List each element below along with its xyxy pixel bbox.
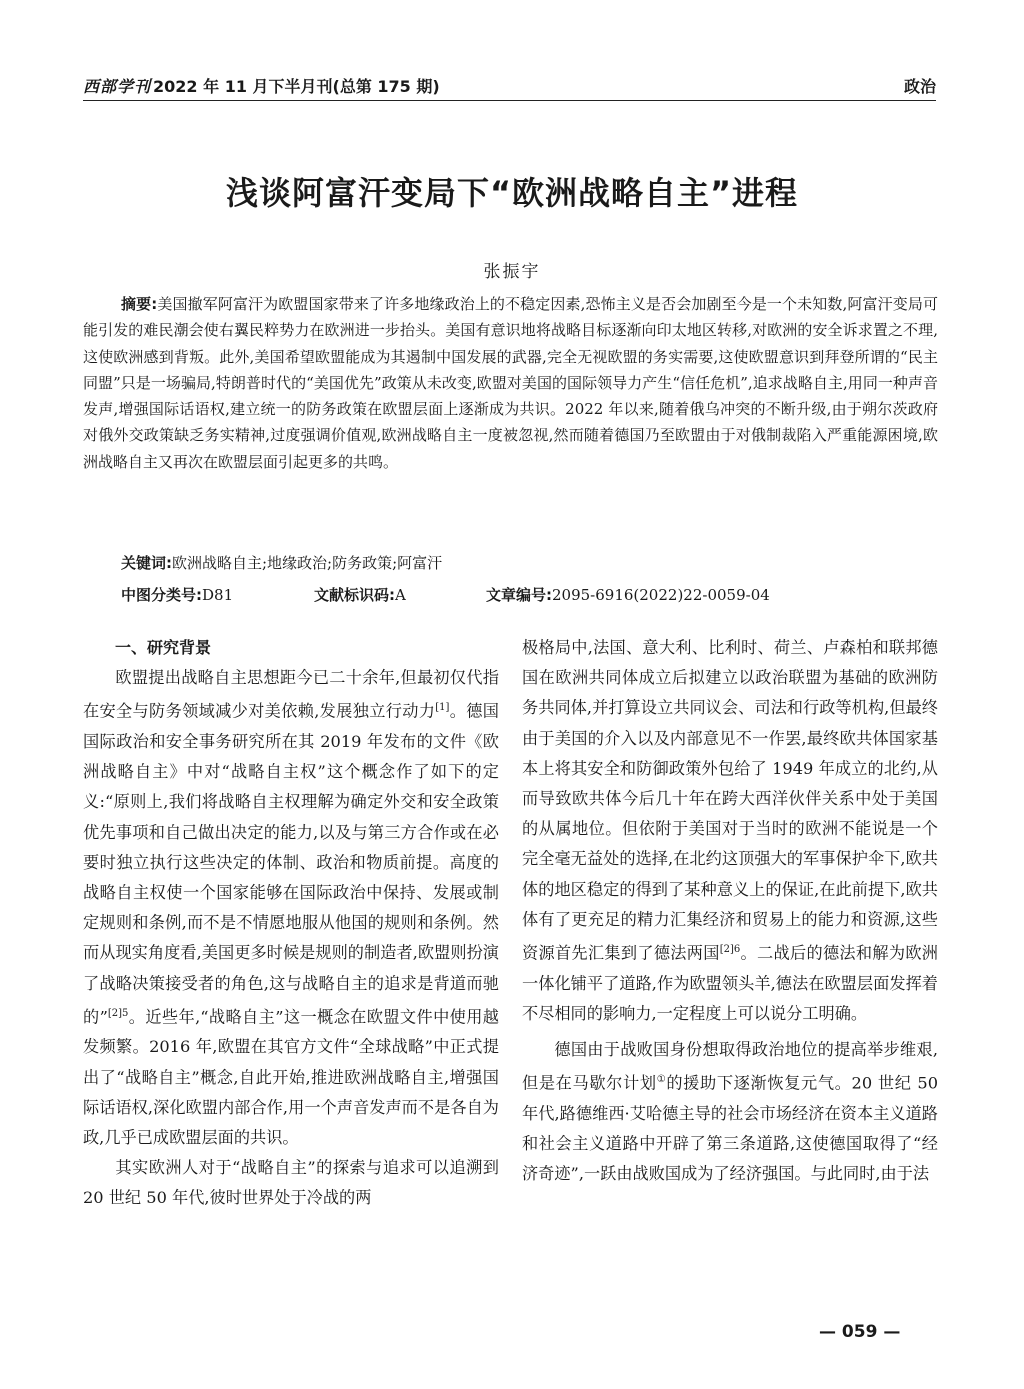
- journal-info: [83, 74, 440, 97]
- doc-value: A: [395, 586, 406, 604]
- page-number: — 059 —: [819, 1322, 901, 1342]
- doc-label: 文献标识码:: [314, 586, 395, 604]
- paragraph-text: 。近些年,“战略自主”这一概念在欧盟文件中使用越发频繁。2016 年,欧盟在其官方文件“全球战略”中正式提出了“战略自主”概念,自此开始,推进欧洲战略自主,增强国际话语权,深化欧盟内部合作,用一个声音发声而不是各自为政,几乎已成欧盟层面的共识。: [83, 1007, 499, 1148]
- paragraph: 其实欧洲人对于“战略自主”的探索与追求可以追溯到 20 世纪 50 年代,彼时世界处于冷战的两: [83, 1158, 499, 1208]
- abstract-text: 美国撤军阿富汗为欧盟国家带来了许多地缘政治上的不稳定因素,恐怖主义是否会加剧至今是一个未知数,阿富汗变局可能引发的难民潮会使右翼民粹势力在欧洲进一步抬头。美国有意识地将战略目标逐渐向印太地区转移,对欧洲的安全诉求置之不理,这使欧洲感到背叛。此外,美国希望欧盟能成为其遏制中国发展的武器,完全无视欧盟的务实需要,这使欧盟意识到拜登所谓的“民主同盟”只是一场骗局,特朗普时代的“美国优先”政策从未改变,欧盟对美国的国际领导力产生“信任危机”,追求战略自主,用同一种声音发声,增强国际话语权,建立统一的防务政策在欧盟层面上逐渐成为共识。2022 年以来,随着俄乌冲突的不断升级,由于朔尔茨政府对俄外交政策缺乏务实精神,过度强调价值观,欧洲战略自主一度被忽视,然而随着德国乃至欧盟由于对俄制裁陷入严重能源困境,欧洲战略自主又再次在欧盟层面引起更多的共鸣。: [83, 295, 938, 471]
- abstract-label: 摘要:: [121, 295, 158, 313]
- citation: [1]: [435, 702, 450, 714]
- citation: [2]6: [719, 944, 741, 956]
- paragraph-text: 的援助下逐渐恢复元气。20 世纪 50 年代,路德维西·艾哈德主导的社会市场经济在资本主义道路和社会主义道路中开辟了第三条道路,这使德国取得了“经济奇迹”,一跃由战败国成为了经济强国。与此同时,由于法: [522, 1073, 938, 1184]
- clc-code: [121, 584, 314, 605]
- clc-label: 中图分类号:: [121, 586, 202, 604]
- issue-info: 2022 年 11 月下半月刊(总第 175 期): [153, 77, 440, 96]
- right-column: [522, 633, 938, 1189]
- left-column: [83, 633, 499, 1214]
- author-name: 张振宇: [483, 262, 541, 282]
- keywords: [121, 552, 442, 573]
- clc-value: D81: [202, 586, 234, 604]
- header-rule: [83, 100, 936, 101]
- footnote-marker: ①: [656, 1074, 667, 1086]
- paragraph-text: 德国由于战败国身份想取得政治地位的提高举步维艰,但是在马歇尔计划: [522, 1040, 938, 1093]
- article-title: 浅谈阿富汗变局下“欧洲战略自主”进程: [225, 174, 799, 212]
- article-number: [486, 584, 770, 605]
- paragraph: [522, 633, 938, 1029]
- abstract: [83, 291, 938, 475]
- paragraph-text: 。二战后的德法和解为欧洲一体化铺平了道路,作为欧盟领头羊,德法在欧盟层面发挥着不尽相同的影响力,一定程度上可以说分工明确。: [522, 943, 938, 1023]
- citation: [2]5: [107, 1007, 129, 1019]
- keywords-label: 关键词:: [121, 554, 172, 572]
- section-label: 政治: [903, 77, 936, 96]
- paragraph: [522, 1035, 938, 1189]
- paragraph-text: 欧盟提出战略自主思想距今已二十余年,但最初仅代指在安全与防务领域减少对美依赖,发展独立行动力: [83, 668, 499, 721]
- paragraph-text: 。德国国际政治和安全事务研究所在其 2019 年发布的文件《欧洲战略自主》中对“战略自主权”这个概念作了如下的定义:“原则上,我们将战略自主权理解为确定外交和安全政策优先事项和自己做出决定的能力,以及与第三方合作或在必要时独立执行这些决定的体制、政治和物质前提。高度的战略自主权使一个国家能够在国际政治中保持、发展或制定规则和条例,而不是不情愿地服从他国的规则和条例。然而从现实角度看,美国更多时候是规则的制造者,欧盟则扮演了战略决策接受者的角色,这与战略自主的追求是背道而驰的”: [83, 701, 499, 1027]
- doc-code: [314, 584, 486, 605]
- paragraph-text: 极格局中,法国、意大利、比利时、荷兰、卢森柏和联邦德国在欧洲共同体成立后拟建立以政治联盟为基础的欧洲防务共同体,并打算设立共同议会、司法和行政等机构,但最终由于美国的介入以及内部意见不一作罢,最终欧共体国家基本上将其安全和防御政策外包给了 1949 年成立的北约,从而导致欧共体今后几十年在跨大西洋伙伴关系中处于美国的从属地位。但依附于美国对于当时的欧洲不能说是一个完全毫无益处的选择,在北约这顶强大的军事保护伞下,欧共体的地区稳定的得到了某种意义上的保证,在此前提下,欧共体有了更充足的精力汇集经济和贸易上的能力和资源,这些资源首先汇集到了德法两国: [522, 638, 938, 963]
- running-header: [83, 70, 936, 100]
- keywords-text: 欧洲战略自主;地缘政治;防务政策;阿富汗: [172, 554, 443, 572]
- classification-line: [121, 584, 941, 605]
- article-label: 文章编号:: [486, 586, 552, 604]
- article-value: 2095-6916(2022)22-0059-04: [552, 586, 770, 604]
- journal-logo: 西部学刊: [83, 77, 152, 96]
- paragraph: [83, 663, 499, 1153]
- section-heading: 一、研究背景: [115, 638, 212, 657]
